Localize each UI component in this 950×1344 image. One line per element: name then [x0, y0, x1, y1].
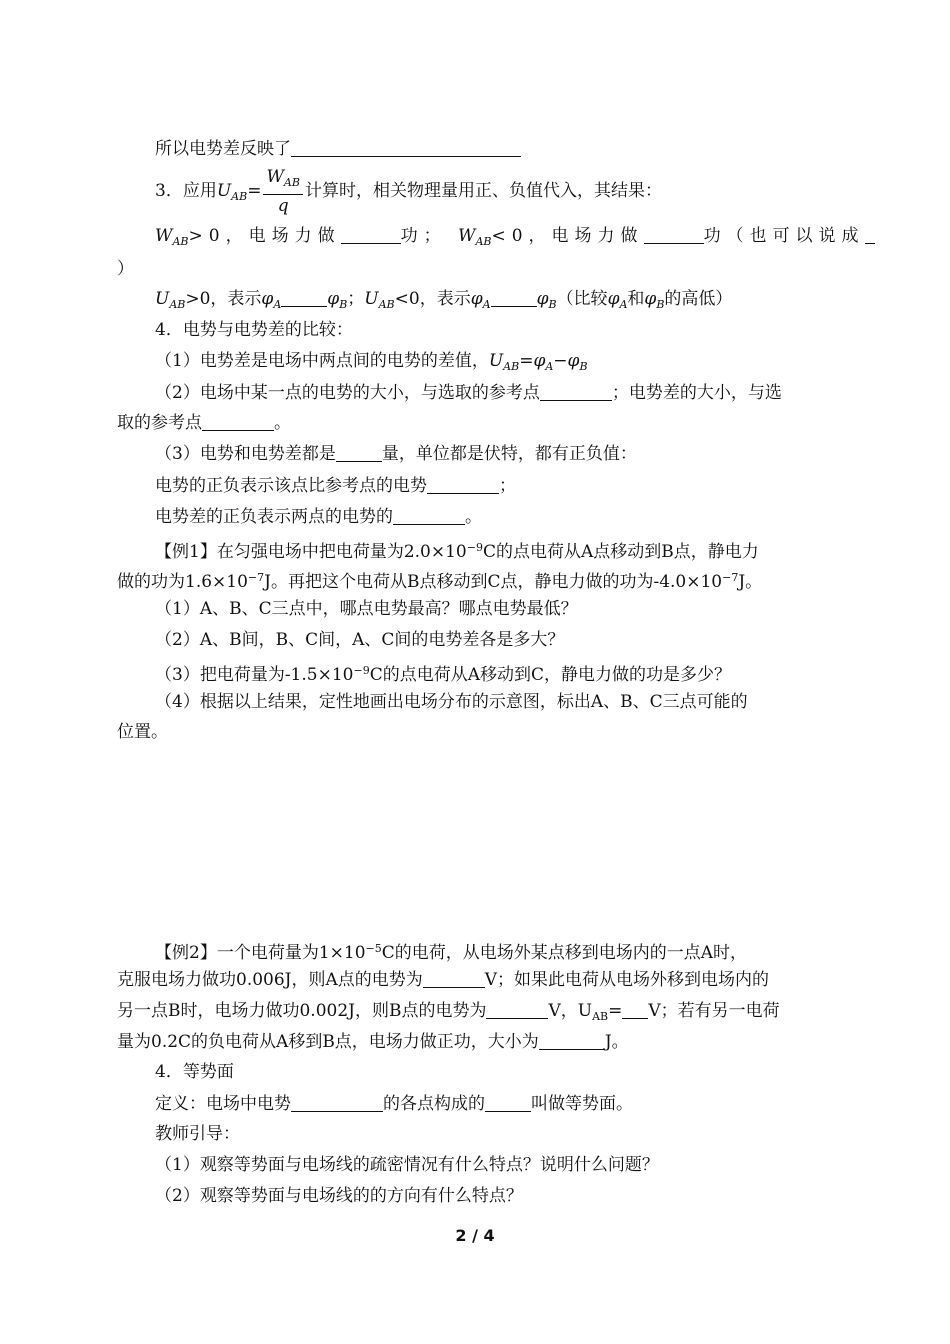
guide-question-1: （1）观察等势面与电场线的疏密情况有什么特点？说明什么问题？	[155, 1155, 659, 1175]
formula-fraction: $\frac{W_{AB}}{q}$	[263, 166, 303, 217]
blank	[291, 1093, 383, 1112]
blank	[644, 225, 704, 244]
example-1-question-4-wrap: 位置。	[117, 722, 168, 742]
example-2-line-3: 另一点B时，电场力做功0.002J，则B点的电势为 V，$U_{AB}= V$；若有另一电荷	[117, 1001, 780, 1023]
paragraph-potential-sign: 电势的正负表示该点比参考点的电势 ；	[155, 476, 516, 496]
blank	[865, 225, 875, 244]
blank	[486, 1000, 548, 1019]
example-1-question-2: （2）A、B间，B、C间，A、C间的电势差各是多大？	[155, 630, 565, 650]
blank	[539, 1031, 605, 1050]
paragraph-comparison-1: （1）电势差是电场中两点间的电势的差值，$U_{AB}=\varphi_A-\varphi_B$	[155, 351, 588, 373]
blank	[336, 443, 382, 462]
blank	[427, 475, 499, 494]
example-1-question-4: （4）根据以上结果，定性地画出电场分布的示意图，标出A、B、C三点可能的	[155, 692, 748, 712]
example-2-line-4: 量为0.2C的负电荷从A移到B点，电场力做正功，大小为 J。	[117, 1032, 629, 1052]
page-number: 2 / 4	[455, 1226, 495, 1245]
example-2-line-2: 克服电场力做功0.006J，则A点的电势为 V；如果此电荷从电场外移到电场内的	[117, 970, 770, 990]
blank	[540, 382, 612, 401]
blank	[485, 1093, 531, 1112]
paragraph-work-sign: $W_{AB}>0$，电场力做 功； $W_{AB}<0$，电场力做 功（也可以说成	[155, 224, 875, 254]
paragraph-work-sign-wrap: ）	[117, 259, 134, 279]
paragraph-comparison-2-wrap: 取的参考点 。	[117, 413, 291, 433]
example-1-line-1: 【例1】在匀强电场中把电荷量为$2.0\times 10^{-9}C$的点电荷从A点移动到B点，静电力	[155, 541, 759, 562]
paragraph-comparison-3: （3）电势和电势差都是 量，单位都是伏特，都有正负值：	[155, 444, 637, 464]
blank	[393, 506, 465, 525]
paragraph-formula-application: 3．应用$U_{AB}=$ $\frac{W_{AB}}{q}$ 计算时，相关物理量用正、负值代入，其结果：	[155, 167, 662, 216]
blank	[341, 225, 401, 244]
paragraph-potential-compare: $U_{AB}>0$，表示$\varphi_A$ $\varphi_B$；$U_{AB}<0$，表示$\varphi_A$ $\varphi_B$（比较$\varphi_A$和$\varphi_B$的高低）	[155, 289, 733, 311]
blank	[491, 288, 537, 307]
teacher-guide-label: 教师引导：	[155, 1124, 240, 1144]
paragraph-potential-difference-reflects: 所以电势差反映了	[155, 137, 521, 161]
paragraph-difference-sign: 电势差的正负表示两点的电势的 。	[155, 507, 482, 527]
definition-equipotential: 定义：电场中电势 的各点构成的 叫做等势面。	[155, 1094, 633, 1114]
example-2-line-1: 【例2】一个电荷量为$1\times 10^{-5}C$的电荷，从电场外某点移到电场内的一点A时，	[155, 942, 748, 963]
blank	[622, 1000, 648, 1019]
paragraph-comparison-2: （2）电场中某一点的电势的大小，与选取的参考点 ；电势差的大小，与选	[155, 383, 782, 403]
example-1-line-2: 做的功为$1.6\times 10^{-7}J$。再把这个电荷从B点移动到C点，静电力做的功为$-4.0\times 10^{-7}J$。	[117, 571, 763, 592]
example-1-question-1: （1）A、B、C三点中，哪点电势最高？哪点电势最低？	[155, 599, 578, 619]
blank	[291, 138, 521, 157]
blank	[423, 969, 485, 988]
section-heading-comparison: 4．电势与电势差的比较：	[155, 320, 353, 340]
example-1-question-3: （3）把电荷量为$-1.5\times 10^{-9}C$的点电荷从A移动到C，静电力做的功是多少？	[155, 664, 731, 685]
section-heading-equipotential: 4．等势面	[155, 1062, 234, 1082]
blank	[202, 412, 274, 431]
blank	[281, 288, 327, 307]
guide-question-2: （2）观察等势面与电场线的的方向有什么特点？	[155, 1186, 523, 1206]
